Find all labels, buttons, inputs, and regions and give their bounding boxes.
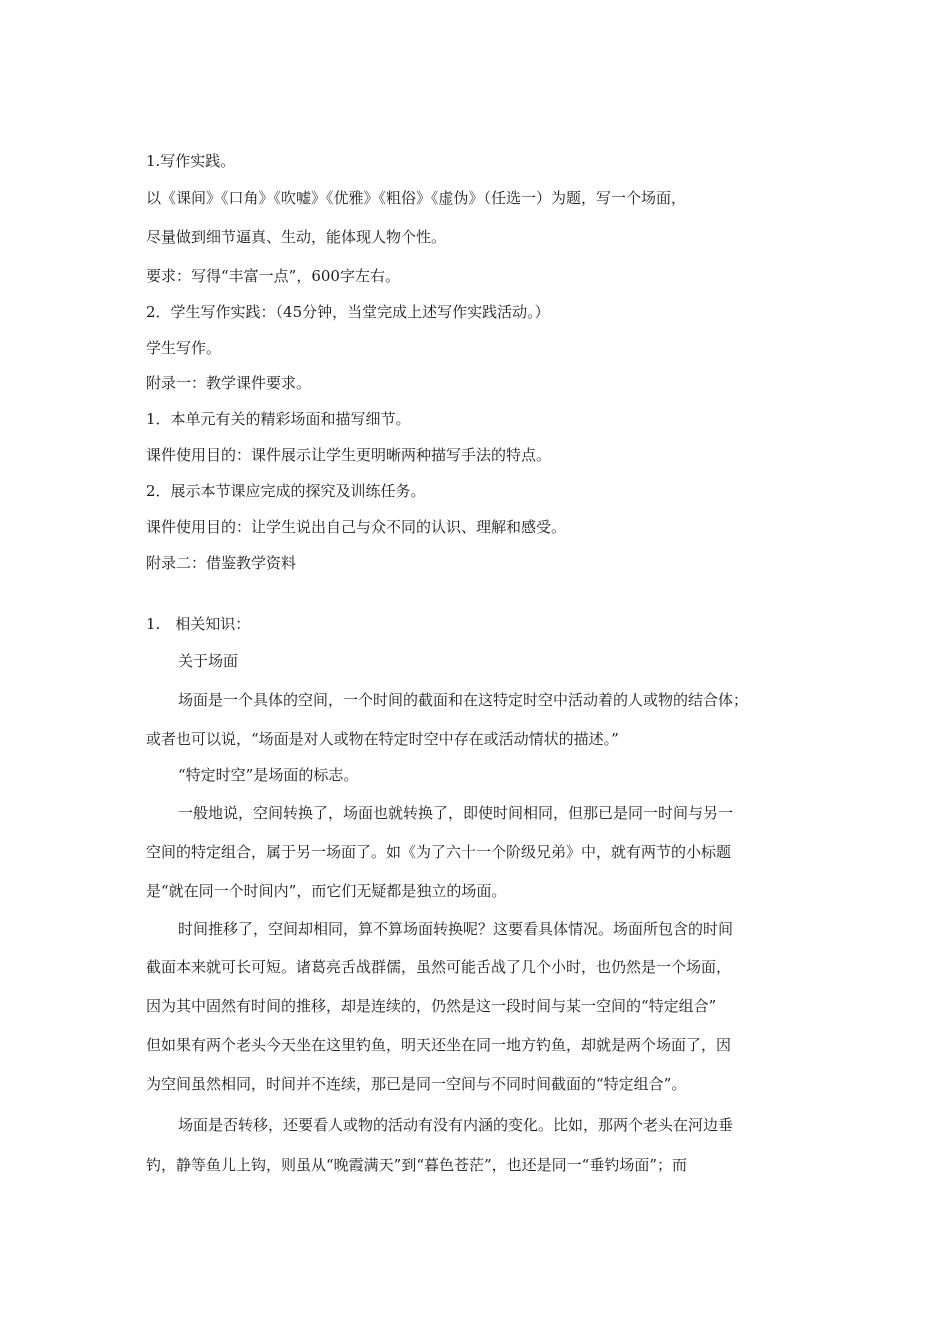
subsection-title-about-scene: 关于场面 [178,652,239,670]
paragraph-line: 要求：写得“丰富一点”，600字左右。 [146,267,400,285]
paragraph-line: 课件使用目的：课件展示让学生更明晰两种描写手法的特点。 [146,446,552,464]
paragraph-line: 学生写作。 [146,339,222,357]
paragraph-line: 课件使用目的：让学生说出自己与众不同的认识、理解和感受。 [146,518,567,536]
paragraph-line: 为空间虽然相同，时间并不连续，那已是同一空间与不同时间截面的“特定组合”。 [146,1075,687,1093]
paragraph-line: 钓，静等鱼儿上钩，则虽从“晚霞满天”到“暮色苍茫”，也还是同一“垂钓场面”；而 [146,1156,688,1174]
section-heading-student-practice: 2．学生写作实践：（45分钟，当堂完成上述写作实践活动。） [146,303,550,321]
section-heading-writing-practice: 1.写作实践。 [146,152,236,170]
paragraph-line: 以《课间》《口角》《吹嘘》《优雅》《粗俗》《虚伪》（任选一）为题，写一个场面， [146,189,687,207]
paragraph-line: 一般地说，空间转换了，场面也就转换了，即使时间相同，但那已是同一时间与另一 [178,804,734,822]
paragraph-line: 场面是否转移，还要看人或物的活动有没有内涵的变化。比如，那两个老头在河边垂 [178,1116,734,1134]
paragraph-line: 1．本单元有关的精彩场面和描写细节。 [146,410,411,428]
paragraph-line: “特定时空”是场面的标志。 [178,766,359,784]
paragraph-line: 是“就在同一个时间内”，而它们无疑都是独立的场面。 [146,882,507,900]
paragraph-line: 空间的特定组合，属于另一场面了。如《为了六十一个阶级兄弟》中，就有两节的小标题 [146,843,732,861]
appendix-heading-one: 附录一：教学课件要求。 [146,374,312,392]
paragraph-line: 时间推移了，空间却相同，算不算场面转换呢？这要看具体情况。场面所包含的时间 [178,920,734,938]
subsection-heading-related-knowledge: 1. 相关知识： [146,615,251,633]
paragraph-line: 尽量做到细节逼真、生动，能体现人物个性。 [146,228,447,246]
paragraph-line: 但如果有两个老头今天坐在这里钓鱼，明天还坐在同一地方钓鱼，却就是两个场面了，因 [146,1036,732,1054]
paragraph-line: 因为其中固然有时间的推移，却是连续的，仍然是这一段时间与某一空间的“特定组合” [146,997,717,1015]
paragraph-line: 场面是一个具体的空间，一个时间的截面和在这特定时空中活动着的人或物的结合体； [178,691,749,709]
paragraph-line: 截面本来就可长可短。诸葛亮舌战群儒，虽然可能舌战了几个小时，也仍然是一个场面， [146,958,732,976]
appendix-heading-two: 附录二：借鉴教学资料 [146,554,297,572]
paragraph-line: 2．展示本节课应完成的探究及训练任务。 [146,482,426,500]
paragraph-line: 或者也可以说，“场面是对人或物在特定时空中存在或活动情状的描述。” [146,730,619,748]
